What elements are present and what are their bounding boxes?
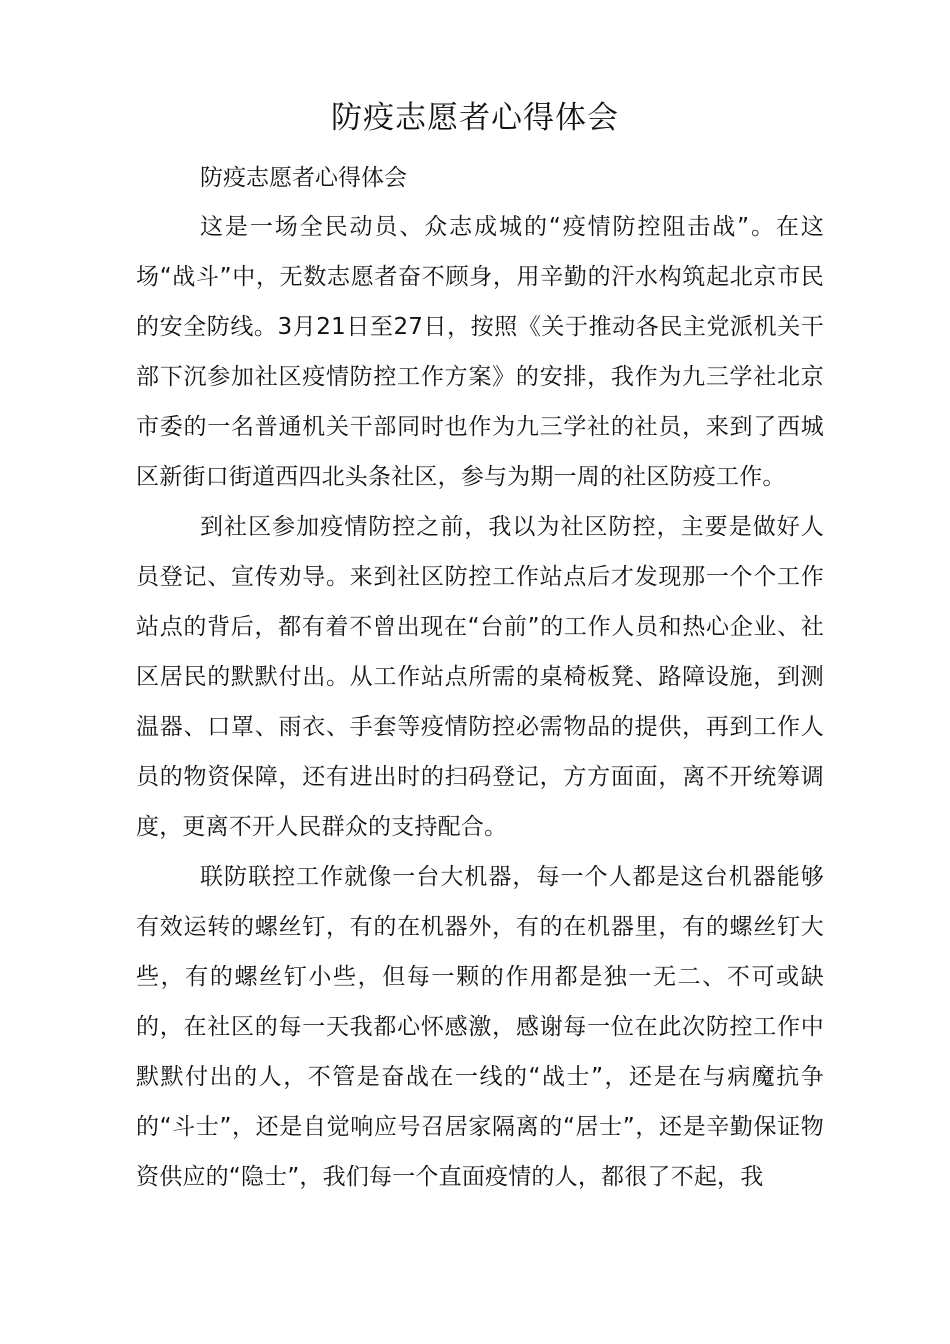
document-title: 防疫志愿者心得体会 (331, 100, 619, 136)
body-paragraph-3: 联防联控工作就像一台大机器，每一个人都是这台机器能够有效运转的螺丝钉，有的在机器外，有的在机器里，有的螺丝钉大些，有的螺丝钉小些，但每一颗的作用都是独一无二、不可或缺的，在社区的每一天我都心怀感激，感谢每一位在此次防控工作中默默付出的人，不管是奋战在一线的“战士”，还是在与病魔抗争的“斗士”，还是自觉响应号召居家隔离的“居士”，还是辛勤保证物资供应的“隐士”，我们每一个直面疫情的人，都很了不起，我 (136, 864, 824, 1190)
document-subtitle: 防疫志愿者心得体会 (200, 165, 407, 191)
body-paragraph-1: 这是一场全民动员、众志成城的“疫情防控阻击战”。在这场“战斗”中，无数志愿者奋不顾身，用辛勤的汗水构筑起北京市民的安全防线。3月21日至27日，按照《关于推动各民主党派机关干部下沉参加社区疫情防控工作方案》的安排，我作为九三学社北京市委的一名普通机关干部同时也作为九三学社的社员，来到了西城区新街口街道西四北头条社区，参与为期一周的社区防疫工作。 (136, 214, 824, 490)
body-paragraph-2: 到社区参加疫情防控之前，我以为社区防控，主要是做好人员登记、宣传劝导。来到社区防控工作站点后才发现那一个个工作站点的背后，都有着不曾出现在“台前”的工作人员和热心企业、社区居民的默默付出。从工作站点所需的桌椅板凳、路障设施，到测温器、口罩、雨衣、手套等疫情防控必需物品的提供，再到工作人员的物资保障，还有进出时的扫码登记，方方面面，离不开统筹调度，更离不开人民群众的支持配合。 (136, 514, 824, 840)
